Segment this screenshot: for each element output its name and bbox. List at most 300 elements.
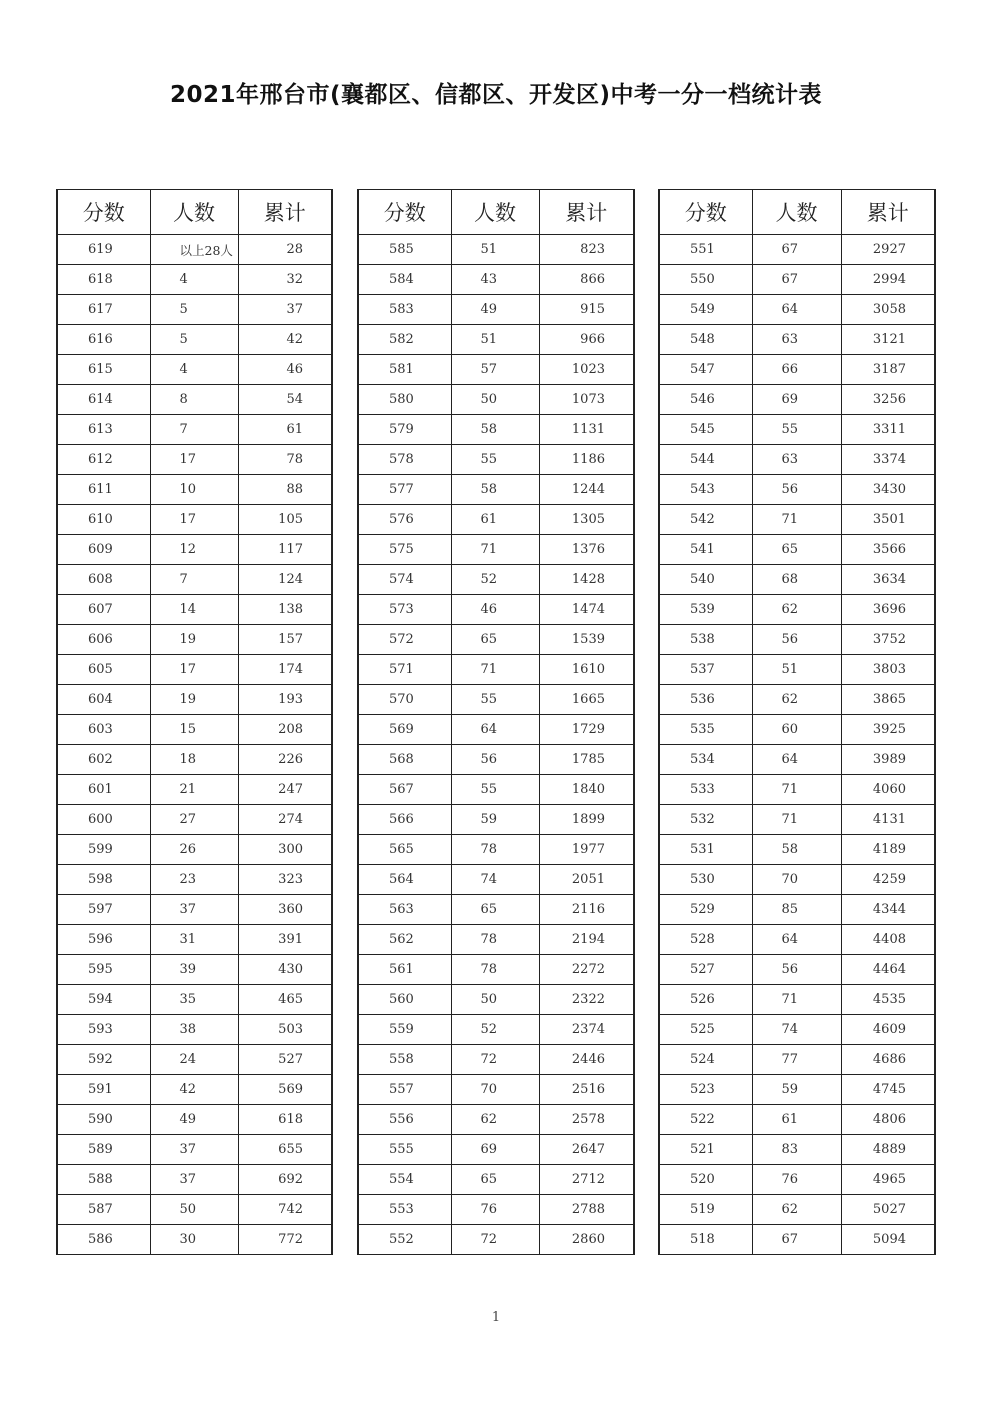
score-cell: 584 [358, 265, 451, 295]
score-cell: 579 [358, 415, 451, 445]
score-cell: 593 [57, 1015, 150, 1045]
count-cell: 37 [150, 1165, 238, 1195]
table-row [358, 955, 634, 985]
table-row [358, 625, 634, 655]
score-cell: 588 [57, 1165, 150, 1195]
score-cell: 541 [659, 535, 752, 565]
count-cell: 38 [150, 1015, 238, 1045]
cumulative-cell: 3058 [841, 295, 935, 325]
count-cell: 71 [451, 655, 539, 685]
count-cell: 43 [451, 265, 539, 295]
score-cell: 601 [57, 775, 150, 805]
table-row [358, 775, 634, 805]
table-row [358, 1075, 634, 1105]
cumulative-cell: 692 [238, 1165, 332, 1195]
table-row [57, 415, 332, 445]
score-cell: 610 [57, 505, 150, 535]
cumulative-cell: 4889 [841, 1135, 935, 1165]
cumulative-cell: 226 [238, 745, 332, 775]
count-cell: 49 [150, 1105, 238, 1135]
table-row [57, 685, 332, 715]
cumulative-cell: 2051 [539, 865, 634, 895]
score-cell: 550 [659, 265, 752, 295]
count-cell: 37 [150, 1135, 238, 1165]
score-cell: 613 [57, 415, 150, 445]
score-cell: 580 [358, 385, 451, 415]
cumulative-cell: 503 [238, 1015, 332, 1045]
cumulative-cell: 46 [238, 355, 332, 385]
cumulative-cell: 105 [238, 505, 332, 535]
score-cell: 581 [358, 355, 451, 385]
count-cell: 5 [150, 295, 238, 325]
count-cell: 4 [150, 265, 238, 295]
table-row [659, 655, 935, 685]
score-cell: 531 [659, 835, 752, 865]
count-cell: 55 [451, 775, 539, 805]
count-cell: 74 [451, 865, 539, 895]
cumulative-cell: 4609 [841, 1015, 935, 1045]
count-cell: 19 [150, 625, 238, 655]
cumulative-cell: 3696 [841, 595, 935, 625]
cumulative-cell: 391 [238, 925, 332, 955]
table-row [659, 895, 935, 925]
count-cell: 19 [150, 685, 238, 715]
count-cell: 67 [752, 235, 841, 265]
table-row [57, 595, 332, 625]
count-cell: 72 [451, 1045, 539, 1075]
count-cell: 39 [150, 955, 238, 985]
cumulative-cell: 1131 [539, 415, 634, 445]
count-cell: 62 [752, 1195, 841, 1225]
table-row [358, 595, 634, 625]
table-row [659, 1105, 935, 1135]
table-row [57, 1195, 332, 1225]
cumulative-cell: 54 [238, 385, 332, 415]
score-cell: 519 [659, 1195, 752, 1225]
count-cell: 77 [752, 1045, 841, 1075]
score-cell: 605 [57, 655, 150, 685]
score-cell: 597 [57, 895, 150, 925]
score-cell: 526 [659, 985, 752, 1015]
score-cell: 587 [57, 1195, 150, 1225]
score-cell: 553 [358, 1195, 451, 1225]
count-cell: 60 [752, 715, 841, 745]
table-row [659, 235, 935, 265]
score-cell: 604 [57, 685, 150, 715]
cumulative-cell: 430 [238, 955, 332, 985]
cumulative-cell: 4060 [841, 775, 935, 805]
cumulative-cell: 569 [238, 1075, 332, 1105]
count-cell: 85 [752, 895, 841, 925]
table-row [659, 1225, 935, 1255]
score-cell: 596 [57, 925, 150, 955]
count-cell: 71 [451, 535, 539, 565]
table-row [659, 835, 935, 865]
count-cell: 62 [752, 595, 841, 625]
count-cell: 63 [752, 445, 841, 475]
count-cell: 10 [150, 475, 238, 505]
score-cell: 543 [659, 475, 752, 505]
table-row [659, 985, 935, 1015]
table-row [57, 505, 332, 535]
cumulative-cell: 1610 [539, 655, 634, 685]
table-row [358, 475, 634, 505]
table-row [659, 385, 935, 415]
cumulative-cell: 2788 [539, 1195, 634, 1225]
score-cell: 527 [659, 955, 752, 985]
table-row [358, 1045, 634, 1075]
score-cell: 556 [358, 1105, 451, 1135]
table-row [57, 775, 332, 805]
count-cell: 51 [451, 235, 539, 265]
cumulative-cell: 157 [238, 625, 332, 655]
cumulative-cell: 323 [238, 865, 332, 895]
table-row [57, 385, 332, 415]
table-header-row [659, 190, 935, 235]
table-row [358, 1225, 634, 1255]
table-row [659, 1015, 935, 1045]
cumulative-cell: 5027 [841, 1195, 935, 1225]
table-row [659, 865, 935, 895]
score-cell: 534 [659, 745, 752, 775]
table-row [358, 235, 634, 265]
cumulative-cell: 1474 [539, 595, 634, 625]
cumulative-cell: 274 [238, 805, 332, 835]
table-row [358, 835, 634, 865]
table-row [57, 295, 332, 325]
table-row [57, 925, 332, 955]
score-cell: 611 [57, 475, 150, 505]
score-cell: 520 [659, 1165, 752, 1195]
cumulative-cell: 4408 [841, 925, 935, 955]
count-cell: 52 [451, 565, 539, 595]
count-cell: 31 [150, 925, 238, 955]
score-cell: 619 [57, 235, 150, 265]
cumulative-cell: 1785 [539, 745, 634, 775]
cumulative-cell: 3865 [841, 685, 935, 715]
score-cell: 591 [57, 1075, 150, 1105]
cumulative-cell: 3925 [841, 715, 935, 745]
count-cell: 69 [451, 1135, 539, 1165]
score-cell: 612 [57, 445, 150, 475]
cumulative-cell: 2647 [539, 1135, 634, 1165]
score-cell: 571 [358, 655, 451, 685]
score-cell: 567 [358, 775, 451, 805]
score-cell: 574 [358, 565, 451, 595]
cumulative-cell: 4965 [841, 1165, 935, 1195]
count-cell: 以上28人 [150, 235, 238, 265]
table-row [57, 625, 332, 655]
score-cell: 525 [659, 1015, 752, 1045]
count-cell: 59 [451, 805, 539, 835]
score-cell: 602 [57, 745, 150, 775]
count-cell: 63 [752, 325, 841, 355]
table-row [659, 715, 935, 745]
table-row [358, 325, 634, 355]
cumulative-cell: 3121 [841, 325, 935, 355]
table-row [358, 1135, 634, 1165]
score-cell: 594 [57, 985, 150, 1015]
cumulative-cell: 247 [238, 775, 332, 805]
score-cell: 548 [659, 325, 752, 355]
cumulative-cell: 1186 [539, 445, 634, 475]
score-cell: 603 [57, 715, 150, 745]
score-cell: 530 [659, 865, 752, 895]
count-cell: 78 [451, 835, 539, 865]
page-title: 2021年邢台市(襄都区、信都区、开发区)中考一分一档统计表 [169, 82, 823, 108]
score-cell: 583 [358, 295, 451, 325]
score-cell: 562 [358, 925, 451, 955]
table-header-row [358, 190, 634, 235]
cumulative-cell: 32 [238, 265, 332, 295]
cumulative-cell: 3256 [841, 385, 935, 415]
table-row [57, 835, 332, 865]
count-cell: 55 [451, 445, 539, 475]
table-row [57, 1225, 332, 1255]
score-table-2 [357, 189, 635, 1255]
cumulative-cell: 1665 [539, 685, 634, 715]
cumulative-cell: 28 [238, 235, 332, 265]
count-cell: 58 [451, 475, 539, 505]
score-cell: 542 [659, 505, 752, 535]
count-cell: 51 [752, 655, 841, 685]
cumulative-cell: 742 [238, 1195, 332, 1225]
cumulative-cell: 3501 [841, 505, 935, 535]
score-cell: 578 [358, 445, 451, 475]
table-row [57, 955, 332, 985]
table-row [659, 415, 935, 445]
count-cell: 50 [451, 985, 539, 1015]
count-cell: 52 [451, 1015, 539, 1045]
score-cell: 563 [358, 895, 451, 925]
header-score: 分数 [358, 190, 451, 235]
cumulative-cell: 1840 [539, 775, 634, 805]
score-cell: 552 [358, 1225, 451, 1255]
cumulative-cell: 1376 [539, 535, 634, 565]
score-cell: 540 [659, 565, 752, 595]
count-cell: 61 [451, 505, 539, 535]
count-cell: 17 [150, 655, 238, 685]
count-cell: 18 [150, 745, 238, 775]
table-row [659, 535, 935, 565]
count-cell: 23 [150, 865, 238, 895]
table-row [358, 295, 634, 325]
cumulative-cell: 3430 [841, 475, 935, 505]
cumulative-cell: 823 [539, 235, 634, 265]
count-cell: 55 [752, 415, 841, 445]
count-cell: 14 [150, 595, 238, 625]
cumulative-cell: 1729 [539, 715, 634, 745]
cumulative-cell: 42 [238, 325, 332, 355]
table-row [358, 985, 634, 1015]
table-row [57, 565, 332, 595]
table-row [57, 1135, 332, 1165]
count-cell: 7 [150, 565, 238, 595]
score-cell: 557 [358, 1075, 451, 1105]
table-row [659, 595, 935, 625]
count-cell: 5 [150, 325, 238, 355]
count-cell: 64 [451, 715, 539, 745]
cumulative-cell: 915 [539, 295, 634, 325]
count-cell: 26 [150, 835, 238, 865]
cumulative-cell: 1428 [539, 565, 634, 595]
cumulative-cell: 4344 [841, 895, 935, 925]
count-cell: 69 [752, 385, 841, 415]
cumulative-cell: 527 [238, 1045, 332, 1075]
cumulative-cell: 2194 [539, 925, 634, 955]
cumulative-cell: 138 [238, 595, 332, 625]
score-cell: 532 [659, 805, 752, 835]
score-cell: 533 [659, 775, 752, 805]
count-cell: 46 [451, 595, 539, 625]
count-cell: 83 [752, 1135, 841, 1165]
count-cell: 58 [752, 835, 841, 865]
table-row [358, 385, 634, 415]
table-row [57, 715, 332, 745]
count-cell: 65 [451, 625, 539, 655]
count-cell: 66 [752, 355, 841, 385]
count-cell: 64 [752, 925, 841, 955]
cumulative-cell: 618 [238, 1105, 332, 1135]
header-cumulative: 累计 [841, 190, 935, 235]
count-cell: 76 [752, 1165, 841, 1195]
cumulative-cell: 2516 [539, 1075, 634, 1105]
header-cumulative: 累计 [238, 190, 332, 235]
score-cell: 524 [659, 1045, 752, 1075]
score-cell: 600 [57, 805, 150, 835]
cumulative-cell: 3634 [841, 565, 935, 595]
table-row [659, 295, 935, 325]
cumulative-cell: 124 [238, 565, 332, 595]
cumulative-cell: 1899 [539, 805, 634, 835]
score-cell: 585 [358, 235, 451, 265]
score-cell: 618 [57, 265, 150, 295]
cumulative-cell: 37 [238, 295, 332, 325]
table-row [358, 895, 634, 925]
cumulative-cell: 360 [238, 895, 332, 925]
count-cell: 8 [150, 385, 238, 415]
score-cell: 577 [358, 475, 451, 505]
score-cell: 606 [57, 625, 150, 655]
count-cell: 67 [752, 1225, 841, 1255]
table-row [659, 745, 935, 775]
cumulative-cell: 3187 [841, 355, 935, 385]
score-cell: 558 [358, 1045, 451, 1075]
count-cell: 24 [150, 1045, 238, 1075]
score-cell: 549 [659, 295, 752, 325]
table-row [358, 655, 634, 685]
score-cell: 528 [659, 925, 752, 955]
cumulative-cell: 2272 [539, 955, 634, 985]
cumulative-cell: 300 [238, 835, 332, 865]
table-row [57, 895, 332, 925]
cumulative-cell: 2712 [539, 1165, 634, 1195]
score-cell: 554 [358, 1165, 451, 1195]
table-row [659, 955, 935, 985]
cumulative-cell: 4131 [841, 805, 935, 835]
table-header-row [57, 190, 332, 235]
cumulative-cell: 465 [238, 985, 332, 1015]
score-cell: 522 [659, 1105, 752, 1135]
score-cell: 529 [659, 895, 752, 925]
table-row [659, 445, 935, 475]
table-row [358, 1195, 634, 1225]
score-cell: 564 [358, 865, 451, 895]
table-row [659, 925, 935, 955]
count-cell: 70 [752, 865, 841, 895]
score-cell: 569 [358, 715, 451, 745]
table-row [57, 265, 332, 295]
count-cell: 78 [451, 955, 539, 985]
cumulative-cell: 88 [238, 475, 332, 505]
table-row [659, 1195, 935, 1225]
cumulative-cell: 2322 [539, 985, 634, 1015]
count-cell: 67 [752, 265, 841, 295]
table-row [57, 235, 332, 265]
count-cell: 56 [451, 745, 539, 775]
cumulative-cell: 4259 [841, 865, 935, 895]
cumulative-cell: 3311 [841, 415, 935, 445]
score-cell: 561 [358, 955, 451, 985]
count-cell: 56 [752, 625, 841, 655]
table-row [57, 745, 332, 775]
score-cell: 546 [659, 385, 752, 415]
table-row [659, 475, 935, 505]
table-row [659, 1165, 935, 1195]
table-row [659, 325, 935, 355]
count-cell: 12 [150, 535, 238, 565]
count-cell: 7 [150, 415, 238, 445]
score-table-3 [658, 189, 936, 1255]
score-cell: 595 [57, 955, 150, 985]
score-cell: 570 [358, 685, 451, 715]
score-cell: 575 [358, 535, 451, 565]
score-table-1 [56, 189, 333, 1255]
table-row [358, 865, 634, 895]
table-row [57, 1105, 332, 1135]
cumulative-cell: 1023 [539, 355, 634, 385]
table-row [57, 1165, 332, 1195]
table-row [358, 685, 634, 715]
cumulative-cell: 655 [238, 1135, 332, 1165]
cumulative-cell: 1539 [539, 625, 634, 655]
table-row [659, 625, 935, 655]
count-cell: 64 [752, 745, 841, 775]
cumulative-cell: 2446 [539, 1045, 634, 1075]
table-row [57, 1045, 332, 1075]
count-cell: 4 [150, 355, 238, 385]
score-cell: 607 [57, 595, 150, 625]
cumulative-cell: 61 [238, 415, 332, 445]
count-cell: 71 [752, 775, 841, 805]
cumulative-cell: 3374 [841, 445, 935, 475]
count-cell: 35 [150, 985, 238, 1015]
score-cell: 592 [57, 1045, 150, 1075]
cumulative-cell: 4806 [841, 1105, 935, 1135]
count-cell: 74 [752, 1015, 841, 1045]
cumulative-cell: 4745 [841, 1075, 935, 1105]
table-row [57, 655, 332, 685]
table-row [659, 265, 935, 295]
cumulative-cell: 3989 [841, 745, 935, 775]
table-row [358, 1105, 634, 1135]
table-row [659, 1135, 935, 1165]
count-cell: 37 [150, 895, 238, 925]
cumulative-cell: 4686 [841, 1045, 935, 1075]
header-count: 人数 [752, 190, 841, 235]
count-cell: 30 [150, 1225, 238, 1255]
table-row [358, 745, 634, 775]
